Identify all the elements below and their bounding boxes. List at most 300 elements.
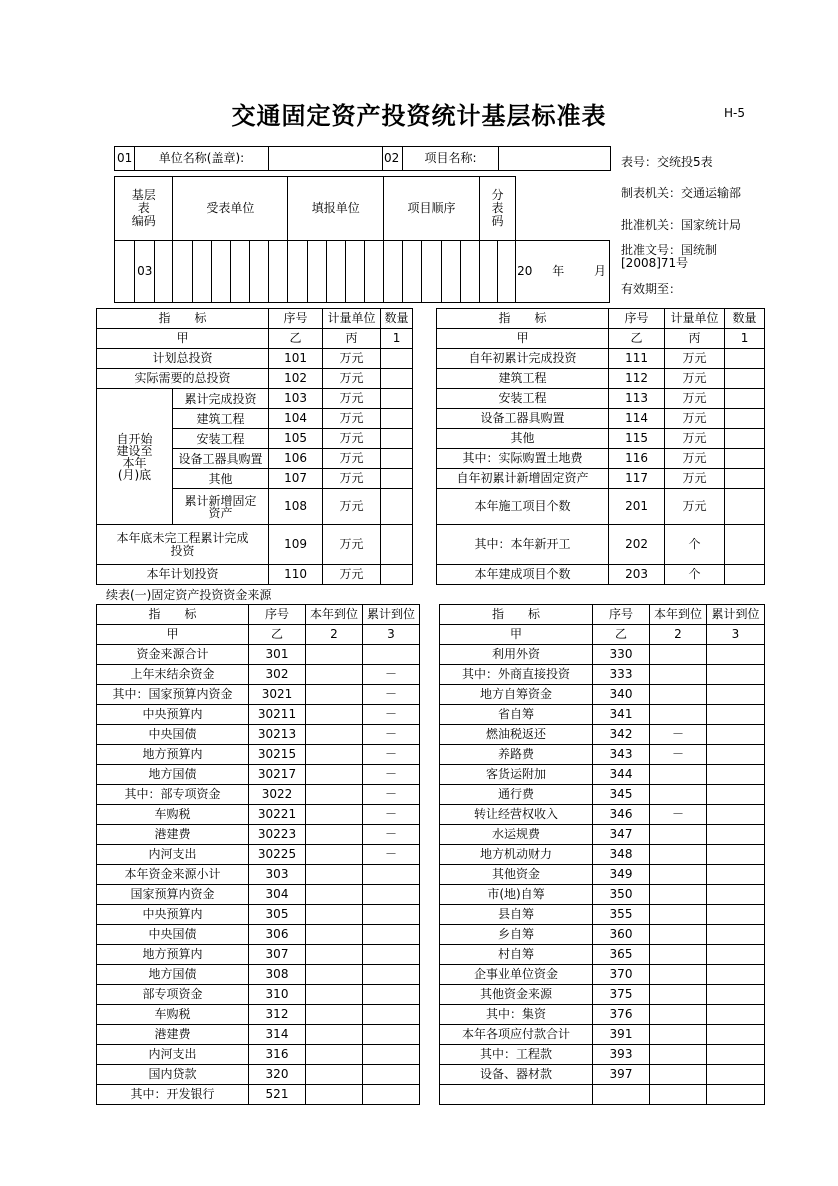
t2-col-cumulative: 累计到位 [363, 605, 420, 625]
row-number: 117 [609, 469, 665, 489]
year-label: 年 [552, 264, 565, 278]
current-year-cell[interactable] [650, 685, 707, 705]
quantity-cell[interactable] [381, 525, 413, 565]
indicator-name: 部专项资金 [97, 985, 249, 1005]
cumulative-cell[interactable] [363, 885, 420, 905]
quantity-cell[interactable] [381, 489, 413, 525]
row-unit: 万元 [323, 489, 381, 525]
row3-code: 03 [135, 241, 155, 303]
row-number: 303 [249, 865, 306, 885]
t2-gap [420, 865, 440, 885]
indicator-name: 其中：部专项资金 [97, 785, 249, 805]
current-year-cell[interactable] [306, 825, 363, 845]
quantity-cell[interactable] [381, 349, 413, 369]
table-row [97, 469, 765, 489]
current-year-cell[interactable] [650, 1025, 707, 1045]
valid-until: 有效期至： [621, 282, 682, 296]
code-cell[interactable] [460, 241, 479, 303]
table-row [97, 349, 765, 369]
quantity-cell[interactable] [381, 469, 413, 489]
cumulative-cell[interactable] [707, 945, 765, 965]
cumulative-cell[interactable] [707, 965, 765, 985]
table-row [97, 409, 765, 429]
table-row [97, 845, 765, 865]
cumulative-cell[interactable] [363, 985, 420, 1005]
current-year-cell[interactable] [306, 1005, 363, 1025]
row-unit: 万元 [323, 349, 381, 369]
cumulative-cell[interactable] [707, 805, 765, 825]
table-row [97, 1005, 765, 1025]
cumulative-cell[interactable] [707, 705, 765, 725]
row-number: 110 [269, 565, 323, 585]
row-number: 316 [249, 1045, 306, 1065]
table-row [97, 489, 765, 525]
cumulative-cell[interactable] [363, 1085, 420, 1105]
table-row [97, 705, 765, 725]
t1-sub-no-r: 乙 [609, 329, 665, 349]
indicator-name: 本年计划投资 [97, 565, 269, 585]
row-number: 112 [609, 369, 665, 389]
row-number: 109 [269, 525, 323, 565]
approval-number: 批准文号：国统制 [621, 243, 718, 257]
cumulative-cell[interactable] [707, 925, 765, 945]
cumulative-cell[interactable]: － [363, 685, 420, 705]
cumulative-cell[interactable] [363, 965, 420, 985]
current-year-cell[interactable] [306, 665, 363, 685]
quantity-cell[interactable] [381, 429, 413, 449]
row-unit: 万元 [665, 449, 725, 469]
current-year-cell[interactable] [306, 745, 363, 765]
cumulative-cell[interactable] [363, 905, 420, 925]
current-year-cell[interactable] [650, 1005, 707, 1025]
indicator-name: 其他 [437, 429, 609, 449]
indicator-name: 建筑工程 [173, 409, 269, 429]
row-number: 30215 [249, 745, 306, 765]
t2-sub-cumulative: 3 [363, 625, 420, 645]
code-cell[interactable] [345, 241, 364, 303]
current-year-cell[interactable] [650, 845, 707, 865]
current-year-cell[interactable] [306, 845, 363, 865]
current-year-cell[interactable] [650, 1085, 707, 1105]
row-number: 105 [269, 429, 323, 449]
cumulative-cell[interactable] [363, 945, 420, 965]
current-year-cell[interactable] [650, 765, 707, 785]
table-row [97, 1065, 765, 1085]
code-cell[interactable] [422, 241, 441, 303]
quantity-cell[interactable] [725, 449, 765, 469]
current-year-cell[interactable] [306, 965, 363, 985]
cumulative-cell[interactable] [707, 845, 765, 865]
current-year-cell[interactable] [306, 645, 363, 665]
project-name-field[interactable] [499, 147, 611, 171]
row-unit: 万元 [323, 469, 381, 489]
t1-sub-unit-r: 丙 [665, 329, 725, 349]
t1-sub-indicator: 甲 [97, 329, 269, 349]
current-year-cell[interactable] [650, 1045, 707, 1065]
t2-gap [420, 845, 440, 865]
t2-gap [420, 1025, 440, 1045]
quantity-cell[interactable] [725, 389, 765, 409]
row-number: 521 [249, 1085, 306, 1105]
t1-sub-unit: 丙 [323, 329, 381, 349]
base-code-label: 基层 表 编码 [115, 177, 173, 241]
indicator-name: 其中：国家预算内资金 [97, 685, 249, 705]
code-cell[interactable] [364, 241, 383, 303]
date-cell[interactable] [516, 241, 610, 303]
row-unit: 万元 [665, 489, 725, 525]
t1-gap [413, 349, 437, 369]
current-year-cell[interactable] [650, 905, 707, 925]
row-number: 340 [593, 685, 650, 705]
code-cell[interactable] [497, 241, 515, 303]
indicator-name: 其他 [173, 469, 269, 489]
cumulative-cell[interactable]: － [363, 705, 420, 725]
code-cell[interactable] [192, 241, 211, 303]
row-number: 108 [269, 489, 323, 525]
current-year-cell[interactable] [650, 1065, 707, 1085]
row-number: 347 [593, 825, 650, 845]
quantity-cell[interactable] [725, 349, 765, 369]
cumulative-cell[interactable] [707, 1005, 765, 1025]
row-unit: 万元 [323, 429, 381, 449]
t1-gap [413, 429, 437, 449]
cumulative-cell[interactable] [707, 725, 765, 745]
indicator-name: 其中：集资 [440, 1005, 593, 1025]
row-number: 301 [249, 645, 306, 665]
t1-col-qty: 数量 [381, 309, 413, 329]
indicator-name: 安装工程 [173, 429, 269, 449]
code-cell[interactable] [173, 241, 192, 303]
current-year-cell[interactable] [306, 945, 363, 965]
code-cell[interactable] [211, 241, 230, 303]
t2-col-indicator-r: 指 标 [440, 605, 593, 625]
row-number: 201 [609, 489, 665, 525]
row-unit: 万元 [665, 409, 725, 429]
cumulative-cell[interactable] [707, 825, 765, 845]
indicator-name: 中央预算内 [97, 705, 249, 725]
table-row [97, 1045, 765, 1065]
quantity-cell[interactable] [725, 469, 765, 489]
indicator-name: 乡自筹 [440, 925, 593, 945]
code-cell[interactable] [326, 241, 345, 303]
code-cell[interactable] [307, 241, 326, 303]
page-title: 交通固定资产投资统计基层标准表 [231, 102, 607, 130]
indicator-name: 设备工器具购置 [437, 409, 609, 429]
table-row [97, 525, 765, 565]
cumulative-cell[interactable]: － [363, 725, 420, 745]
row-number: 397 [593, 1065, 650, 1085]
table-row [97, 645, 765, 665]
code-cell[interactable] [403, 241, 422, 303]
quantity-cell[interactable] [725, 525, 765, 565]
indicator-name: 通行费 [440, 785, 593, 805]
cumulative-cell[interactable] [707, 1085, 765, 1105]
row-unit: 万元 [665, 389, 725, 409]
table-row [97, 985, 765, 1005]
cumulative-cell[interactable] [707, 745, 765, 765]
indicator-name: 累计完成投资 [173, 389, 269, 409]
quantity-cell[interactable] [381, 449, 413, 469]
cumulative-cell[interactable]: － [363, 825, 420, 845]
current-year-cell[interactable] [306, 1065, 363, 1085]
t2-gap [420, 925, 440, 945]
cumulative-cell[interactable] [707, 785, 765, 805]
table-row [97, 745, 765, 765]
cumulative-cell[interactable] [707, 645, 765, 665]
current-year-cell[interactable] [306, 1085, 363, 1105]
t1-col-no-r: 序号 [609, 309, 665, 329]
cumulative-cell[interactable] [363, 1005, 420, 1025]
current-year-cell[interactable] [650, 985, 707, 1005]
t2-col-no-r: 序号 [593, 605, 650, 625]
indicator-name: 地方预算内 [97, 745, 249, 765]
cumulative-cell[interactable]: － [363, 785, 420, 805]
cumulative-cell[interactable] [363, 925, 420, 945]
code-cell[interactable] [155, 241, 173, 303]
indicator-name: 建筑工程 [437, 369, 609, 389]
t2-gap [420, 685, 440, 705]
row-number: 312 [249, 1005, 306, 1025]
t1-sub-qty-r: 1 [725, 329, 765, 349]
indicator-name: 水运规费 [440, 825, 593, 845]
quantity-cell[interactable] [725, 429, 765, 449]
row-number: 3021 [249, 685, 306, 705]
current-year-cell[interactable] [306, 765, 363, 785]
code-cell[interactable] [269, 241, 288, 303]
quantity-cell[interactable] [725, 369, 765, 389]
cumulative-cell[interactable]: － [363, 765, 420, 785]
t2-gap [420, 825, 440, 845]
t2-sub-cumulative-r: 3 [707, 625, 765, 645]
receiver-label: 受表单位 [173, 177, 288, 241]
cumulative-cell[interactable] [363, 865, 420, 885]
indicator-name: 中央国债 [97, 925, 249, 945]
row-number: 103 [269, 389, 323, 409]
current-year-cell[interactable] [306, 885, 363, 905]
indicator-name: 本年各项应付款合计 [440, 1025, 593, 1045]
quantity-cell[interactable] [381, 409, 413, 429]
quantity-cell[interactable] [725, 489, 765, 525]
indicator-name: 国内贷款 [97, 1065, 249, 1085]
cumulative-cell[interactable] [707, 765, 765, 785]
row-number: 330 [593, 645, 650, 665]
indicator-name: 上年末结余资金 [97, 665, 249, 685]
indicator-name: 自年初累计完成投资 [437, 349, 609, 369]
current-year-cell[interactable] [650, 965, 707, 985]
t2-col-current-r: 本年到位 [650, 605, 707, 625]
current-year-cell[interactable] [650, 705, 707, 725]
indicator-name: 车购税 [97, 1005, 249, 1025]
t2-sub-no-r: 乙 [593, 625, 650, 645]
row-number: 114 [609, 409, 665, 429]
indicator-name: 其他资金 [440, 865, 593, 885]
t1-col-no: 序号 [269, 309, 323, 329]
indicator-name: 企事业单位资金 [440, 965, 593, 985]
cumulative-cell[interactable] [707, 1045, 765, 1065]
cumulative-cell[interactable]: － [363, 745, 420, 765]
indicator-name: 资金来源合计 [97, 645, 249, 665]
t2-gap [420, 985, 440, 1005]
code-cell[interactable] [288, 241, 307, 303]
indicator-name: 燃油税返还 [440, 725, 593, 745]
cumulative-cell[interactable] [707, 885, 765, 905]
table-row [97, 785, 765, 805]
current-year-cell[interactable] [650, 945, 707, 965]
cumulative-cell[interactable] [707, 1025, 765, 1045]
code-cell[interactable] [250, 241, 269, 303]
cumulative-cell[interactable]: － [363, 845, 420, 865]
indicator-name: 其他资金来源 [440, 985, 593, 1005]
table-row [97, 825, 765, 845]
row-unit: 万元 [323, 565, 381, 585]
indicator-name: 地方国债 [97, 965, 249, 985]
current-year-cell[interactable] [306, 725, 363, 745]
current-year-cell[interactable]: － [650, 725, 707, 745]
indicator-name: 安装工程 [437, 389, 609, 409]
row-number: 344 [593, 765, 650, 785]
t1-sub-qty: 1 [381, 329, 413, 349]
form-code: H-5 [724, 106, 745, 120]
t2-gap [420, 1085, 440, 1105]
cumulative-cell[interactable]: － [363, 805, 420, 825]
current-year-cell[interactable] [306, 805, 363, 825]
row-number: 342 [593, 725, 650, 745]
current-year-cell[interactable] [306, 925, 363, 945]
current-year-cell[interactable] [650, 885, 707, 905]
row-number: 304 [249, 885, 306, 905]
table-row [97, 685, 765, 705]
table-row [97, 885, 765, 905]
current-year-cell[interactable] [306, 905, 363, 925]
unit-name-field[interactable] [269, 147, 383, 171]
t1-col-unit-r: 计量单位 [665, 309, 725, 329]
t2-gap [420, 965, 440, 985]
cumulative-cell[interactable] [707, 865, 765, 885]
table-row [97, 765, 765, 785]
current-year-cell[interactable] [306, 1045, 363, 1065]
quantity-cell[interactable] [725, 565, 765, 585]
t2-col-indicator: 指 标 [97, 605, 249, 625]
row-number: 345 [593, 785, 650, 805]
project-name-label: 项目名称: [403, 147, 499, 171]
current-year-cell[interactable] [306, 865, 363, 885]
quantity-cell[interactable] [725, 409, 765, 429]
cumulative-cell[interactable] [363, 645, 420, 665]
cumulative-cell[interactable] [707, 685, 765, 705]
cumulative-cell[interactable] [707, 1065, 765, 1085]
current-year-cell[interactable]: － [650, 805, 707, 825]
current-year-cell[interactable] [650, 825, 707, 845]
header-unit-row [114, 146, 611, 171]
row-unit: 万元 [665, 369, 725, 389]
row-number: 375 [593, 985, 650, 1005]
cumulative-cell[interactable] [707, 665, 765, 685]
cumulative-cell[interactable] [363, 1065, 420, 1085]
table-row [97, 905, 765, 925]
current-year-cell[interactable] [650, 645, 707, 665]
funding-source-table [96, 604, 765, 1105]
row-number: 104 [269, 409, 323, 429]
investment-table [96, 308, 765, 585]
t2-gap [420, 885, 440, 905]
indicator-name: 港建费 [97, 825, 249, 845]
cumulative-cell[interactable] [363, 1045, 420, 1065]
t1-gap [413, 565, 437, 585]
code-cell[interactable] [479, 241, 497, 303]
cumulative-cell[interactable] [363, 1025, 420, 1045]
table-row [97, 725, 765, 745]
row-number: 30221 [249, 805, 306, 825]
current-year-cell[interactable] [306, 1025, 363, 1045]
table-row [97, 1025, 765, 1045]
indicator-name: 本年建成项目个数 [437, 565, 609, 585]
row-unit: 万元 [323, 369, 381, 389]
cumulative-cell[interactable]: － [363, 665, 420, 685]
current-year-cell[interactable] [306, 685, 363, 705]
current-year-cell[interactable] [306, 985, 363, 1005]
code-cell[interactable] [230, 241, 249, 303]
indicator-name: 国家预算内资金 [97, 885, 249, 905]
unit-name-label: 单位名称(盖章): [135, 147, 269, 171]
row-number: 346 [593, 805, 650, 825]
cumulative-cell[interactable] [707, 985, 765, 1005]
row-number: 307 [249, 945, 306, 965]
row-number: 306 [249, 925, 306, 945]
t2-gap [420, 705, 440, 725]
code-cell[interactable] [441, 241, 460, 303]
current-year-cell[interactable] [650, 925, 707, 945]
indicator-name: 其中：本年新开工 [437, 525, 609, 565]
current-year-cell[interactable]: － [650, 745, 707, 765]
current-year-cell[interactable] [650, 665, 707, 685]
row-number: 30211 [249, 705, 306, 725]
cumulative-cell[interactable] [707, 905, 765, 925]
t2-sub-no: 乙 [249, 625, 306, 645]
quantity-cell[interactable] [381, 389, 413, 409]
form-number: 表号：交统投5表 [621, 155, 713, 169]
t1-gap [413, 309, 437, 329]
t1-gap [413, 489, 437, 525]
table-row [97, 945, 765, 965]
quantity-cell[interactable] [381, 565, 413, 585]
current-year-cell[interactable] [306, 705, 363, 725]
t2-col-cumulative-r: 累计到位 [707, 605, 765, 625]
row-number: 370 [593, 965, 650, 985]
current-year-cell[interactable] [650, 785, 707, 805]
row-number: 343 [593, 745, 650, 765]
code-cell[interactable] [384, 241, 403, 303]
approval-number-cont: [2008]71号 [621, 256, 689, 270]
t2-gap [420, 605, 440, 625]
row-number: 350 [593, 885, 650, 905]
indicator-name: 地方预算内 [97, 945, 249, 965]
t2-gap [420, 785, 440, 805]
indicator-name: 实际需要的总投资 [97, 369, 269, 389]
row-unit: 个 [665, 565, 725, 585]
indicator-name: 转让经营权收入 [440, 805, 593, 825]
table-row [97, 865, 765, 885]
indicator-name: 本年施工项目个数 [437, 489, 609, 525]
t2-sub-indicator: 甲 [97, 625, 249, 645]
indicator-name: 其中：实际购置土地费 [437, 449, 609, 469]
quantity-cell[interactable] [381, 369, 413, 389]
indicator-name: 本年资金来源小计 [97, 865, 249, 885]
indicator-name [440, 1085, 593, 1105]
current-year-cell[interactable] [650, 865, 707, 885]
code-cell[interactable] [115, 241, 135, 303]
current-year-cell[interactable] [306, 785, 363, 805]
t2-col-no: 序号 [249, 605, 306, 625]
